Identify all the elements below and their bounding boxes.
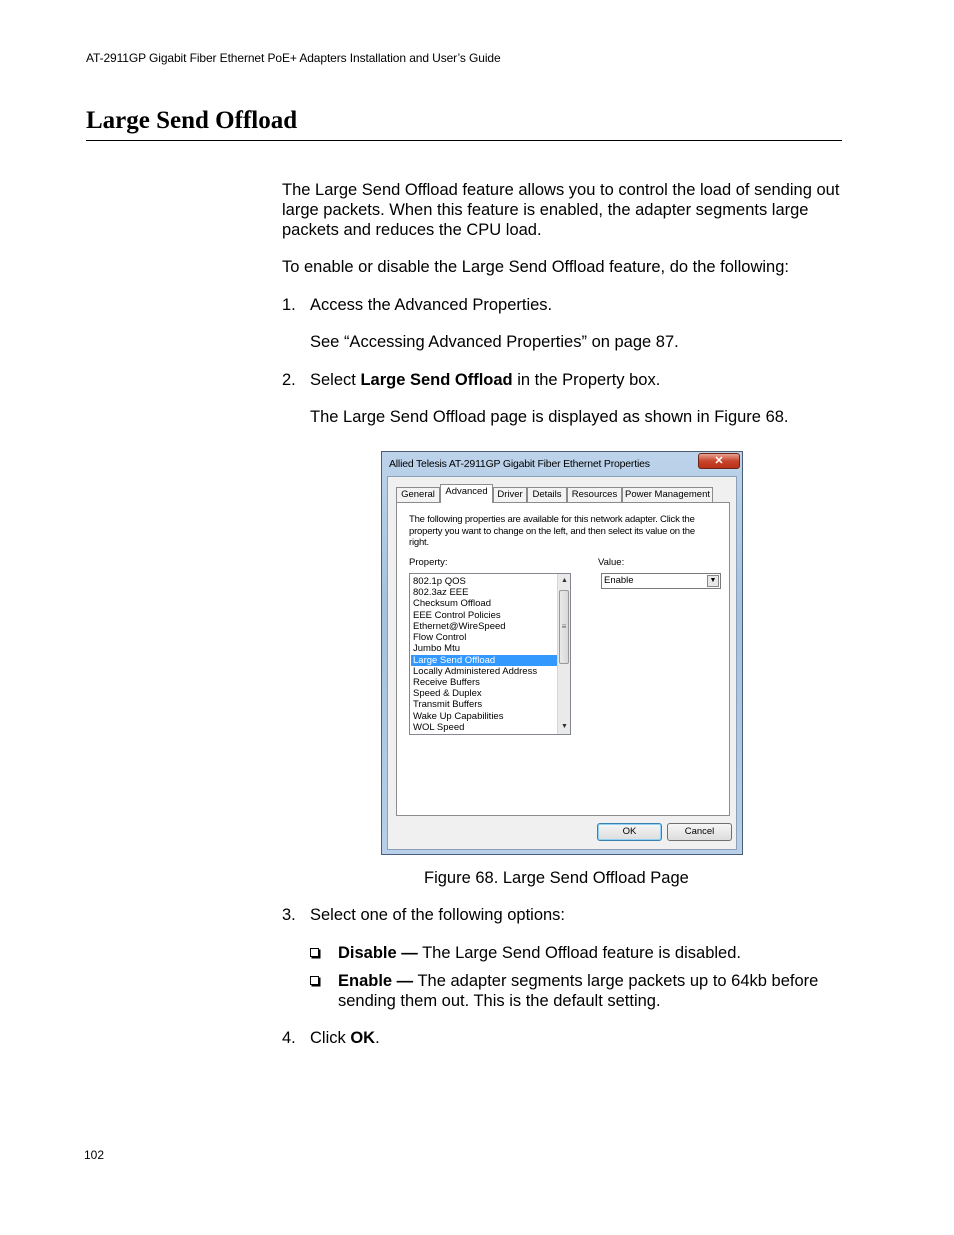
running-header: AT-2911GP Gigabit Fiber Ethernet PoE+ Adapters Installation and User’s Guide: [86, 51, 501, 65]
tab-resources[interactable]: Resources: [567, 487, 622, 502]
figure-caption: Figure 68. Large Send Offload Page: [424, 869, 689, 887]
list-item[interactable]: EEE Control Policies: [413, 610, 501, 621]
list-item[interactable]: WOL Speed: [413, 722, 465, 733]
properties-dialog: [381, 451, 743, 855]
list-item[interactable]: Jumbo Mtu: [413, 643, 460, 654]
dialog-client-area: [387, 476, 737, 850]
step-4-text: [310, 1028, 842, 1048]
step-2-bold: Large Send Offload: [360, 371, 513, 389]
tab-power-management[interactable]: Power Management: [622, 487, 713, 502]
page-number: 102: [84, 1148, 105, 1162]
list-item[interactable]: Locally Administered Address: [413, 666, 538, 677]
list-item[interactable]: Checksum Offload: [413, 598, 491, 609]
option-disable-text: The Large Send Offload feature is disabled.: [417, 944, 741, 962]
step-1-subtext: See “Accessing Advanced Properties” on page 87.: [310, 333, 679, 351]
list-item[interactable]: 802.3az EEE: [413, 587, 469, 598]
step-4-suffix: .: [375, 1029, 380, 1047]
section-title: Large Send Offload: [86, 107, 298, 134]
scroll-down-icon[interactable]: ▼: [561, 723, 568, 730]
list-item[interactable]: 802.1p QOS: [413, 576, 466, 587]
list-item-selected[interactable]: Large Send Offload: [411, 655, 557, 666]
intro-paragraph: The Large Send Offload feature allows you to control the load of sending out large packets. When this feature is enabled, the adapter segments large packets and reduces the CPU load.: [282, 181, 840, 239]
list-item[interactable]: Speed & Duplex: [413, 688, 482, 699]
option-enable: [338, 971, 842, 1011]
option-disable-label: Disable —: [338, 944, 418, 962]
dialog-title: Allied Telesis AT-2911GP Gigabit Fiber Ethernet Properties: [389, 458, 650, 470]
list-item[interactable]: Receive Buffers: [413, 677, 480, 688]
value-dropdown[interactable]: [601, 573, 721, 589]
list-item[interactable]: Wake Up Capabilities: [413, 711, 504, 722]
title-rule: [86, 140, 842, 141]
list-item[interactable]: Flow Control: [413, 632, 467, 643]
advanced-panel: [396, 502, 730, 816]
close-icon: ✕: [714, 455, 724, 467]
step-1-number: 1.: [282, 296, 296, 314]
tab-advanced[interactable]: Advanced: [440, 484, 493, 503]
step-2-text: [310, 370, 842, 390]
cancel-button[interactable]: Cancel: [667, 823, 732, 841]
tab-general[interactable]: General: [396, 487, 440, 502]
panel-description: The following properties are available for this network adapter. Click the property you want to change on the left, and then select its value on the right.: [409, 514, 695, 548]
scroll-up-icon[interactable]: ▲: [561, 577, 568, 584]
step-3-number: 3.: [282, 906, 296, 924]
chevron-down-icon[interactable]: ▼: [707, 575, 719, 587]
property-label: Property:: [409, 557, 448, 568]
close-button[interactable]: [698, 453, 740, 469]
step-2-suffix: in the Property box.: [512, 371, 661, 389]
listbox-scrollbar[interactable]: [557, 574, 570, 734]
instruction-paragraph: To enable or disable the Large Send Offload feature, do the following:: [282, 258, 789, 276]
step-4-prefix: Click: [310, 1029, 351, 1047]
step-4-number: 4.: [282, 1029, 296, 1047]
step-2-number: 2.: [282, 371, 296, 389]
step-4-bold: OK: [350, 1029, 376, 1047]
list-item[interactable]: Transmit Buffers: [413, 699, 483, 710]
value-dropdown-selected: Enable: [604, 575, 634, 586]
value-label: Value:: [598, 557, 625, 568]
tab-driver[interactable]: Driver: [493, 487, 527, 502]
step-2-subtext: The Large Send Offload page is displayed as shown in Figure 68.: [310, 408, 789, 426]
option-enable-text: The adapter segments large packets up to 64kb before sending them out. This is the default setting.: [338, 972, 819, 1010]
option-enable-label: Enable —: [338, 972, 414, 990]
step-2-prefix: Select: [310, 371, 361, 389]
scroll-thumb[interactable]: ≡: [559, 590, 569, 664]
step-3-text: Select one of the following options:: [310, 906, 566, 924]
step-1-text: Access the Advanced Properties.: [310, 296, 553, 314]
option-disable: [338, 943, 842, 963]
ok-button[interactable]: OK: [597, 823, 662, 841]
list-item[interactable]: Ethernet@WireSpeed: [413, 621, 506, 632]
tab-details[interactable]: Details: [527, 487, 567, 502]
checkbox-bullet-icon: [310, 948, 319, 957]
checkbox-bullet-icon: [310, 976, 319, 985]
property-listbox[interactable]: [409, 573, 571, 735]
